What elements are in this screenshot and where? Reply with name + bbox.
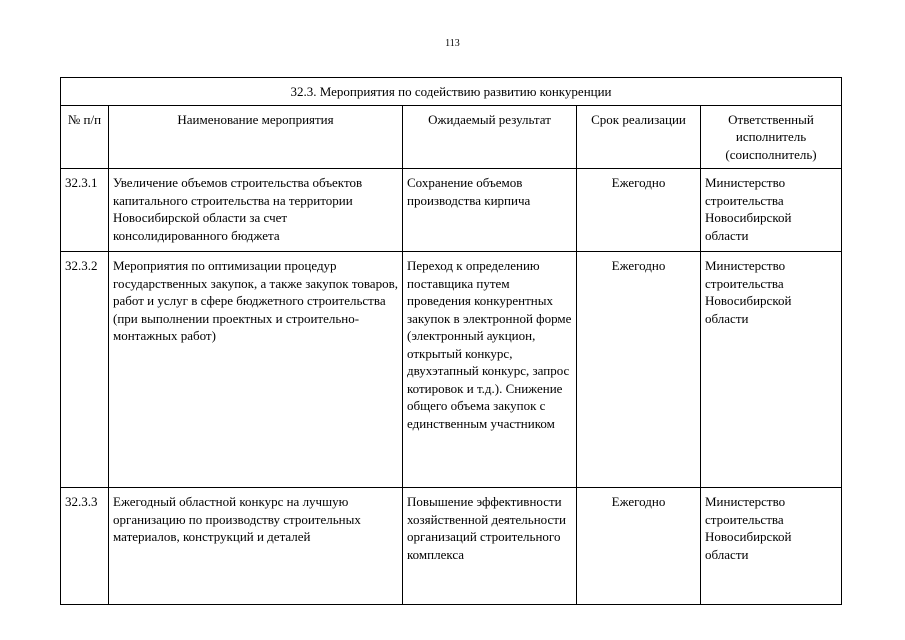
header-row	[61, 105, 842, 169]
row-name: Ежегодный областной конкурс на лучшую организацию по производству строительных материалов, конструкций и деталей	[109, 488, 403, 605]
row-result: Повышение эффективности хозяйственной деятельности организаций строительного комплекса	[403, 488, 577, 605]
row-term: Ежегодно	[577, 169, 701, 252]
table-row	[61, 252, 842, 488]
header-executor: Ответственный исполнитель (соисполнитель)	[701, 105, 842, 169]
row-term: Ежегодно	[577, 488, 701, 605]
header-num: № п/п	[61, 105, 109, 169]
row-num: 32.3.3	[61, 488, 109, 605]
header-term: Срок реализации	[577, 105, 701, 169]
header-result: Ожидаемый результат	[403, 105, 577, 169]
row-executor: Министерство строительства Новосибирской области	[701, 252, 842, 488]
row-executor: Министерство строительства Новосибирской области	[701, 488, 842, 605]
header-name: Наименование мероприятия	[109, 105, 403, 169]
row-executor: Министерство строительства Новосибирской области	[701, 169, 842, 252]
row-num: 32.3.2	[61, 252, 109, 488]
row-result: Сохранение объемов производства кирпича	[403, 169, 577, 252]
table-row	[61, 488, 842, 605]
row-term: Ежегодно	[577, 252, 701, 488]
measures-table	[60, 77, 842, 605]
section-title: 32.3. Мероприятия по содействию развитию конкуренции	[61, 78, 842, 106]
row-name: Увеличение объемов строительства объектов капитального строительства на территории Новосибирской области за счет консолидированного бюджета	[109, 169, 403, 252]
row-result: Переход к определению поставщика путем проведения конкурентных закупок в электронной форме (электронный аукцион, открытый конкурс, двухэтапный конкурс, запрос котировок и т.д.). Снижение общего объема закупок с единственным участником	[403, 252, 577, 488]
row-num: 32.3.1	[61, 169, 109, 252]
page-number: 113	[445, 38, 460, 49]
table-row	[61, 169, 842, 252]
row-name: Мероприятия по оптимизации процедур государственных закупок, а также закупок товаров, работ и услуг в сфере бюджетного строительства (при выполнении проектных и строительно-монтажных работ)	[109, 252, 403, 488]
section-title-row	[61, 78, 842, 106]
